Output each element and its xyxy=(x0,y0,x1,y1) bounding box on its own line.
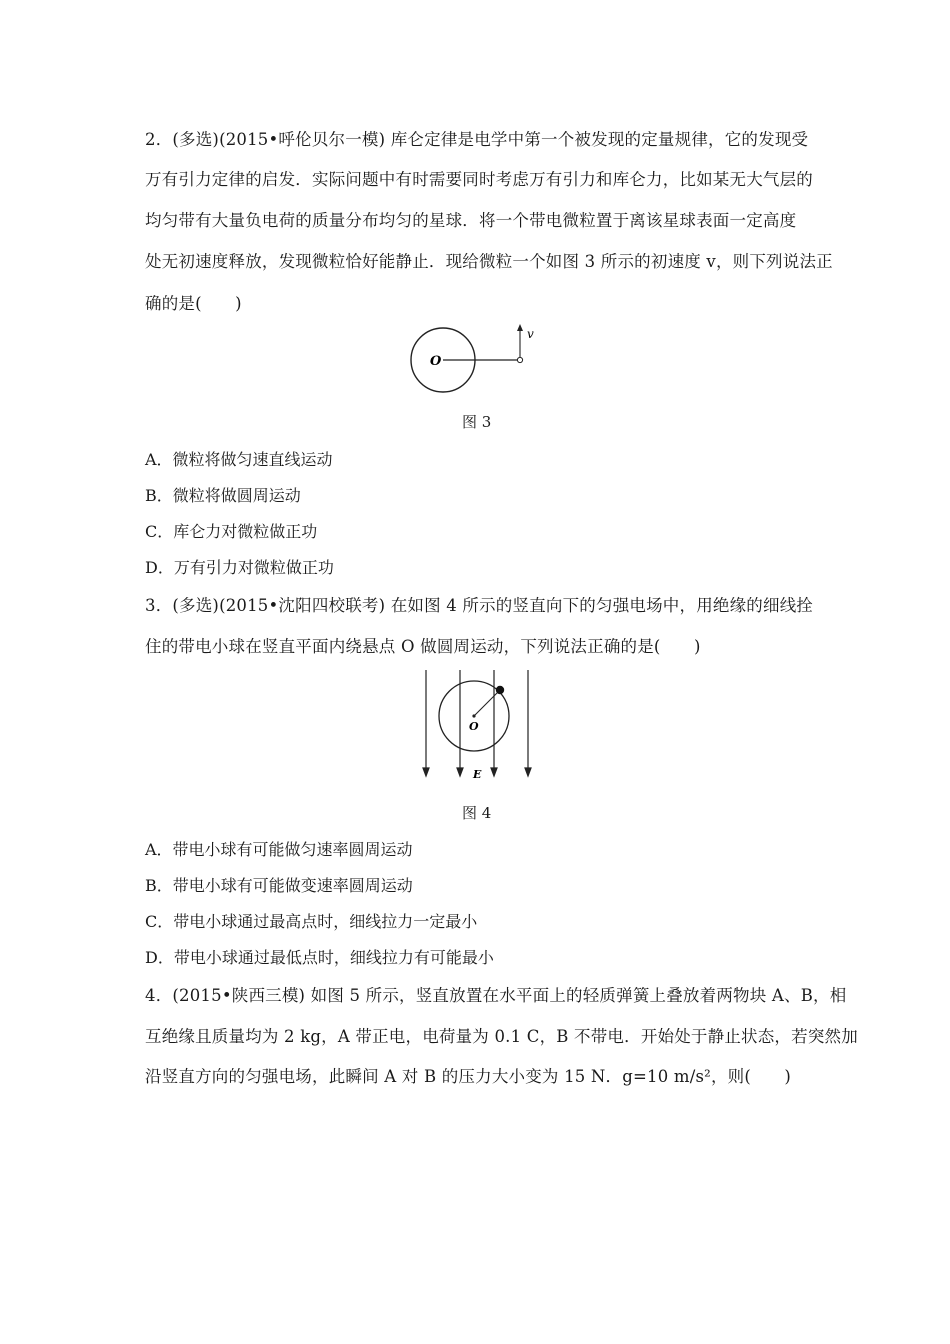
figure-3-diagram xyxy=(400,318,550,398)
q2-stem-line-3: 均匀带有大量负电荷的质量分布均匀的星球．将一个带电微粒置于离该星球表面一定高度 xyxy=(145,211,797,230)
field-line-2-arrowhead xyxy=(457,768,463,776)
pivot-point xyxy=(472,714,475,717)
q2-stem-line-2: 万有引力定律的启发．实际问题中有时需要同时考虑万有引力和库仑力，比如某无大气层的 xyxy=(145,170,813,189)
particle-dot xyxy=(517,357,522,362)
field-line-1-arrowhead xyxy=(423,768,429,776)
q3-option-c: C．带电小球通过最高点时，细线拉力一定最小 xyxy=(145,912,478,931)
q3-option-b: B．带电小球有可能做变速率圆周运动 xyxy=(145,876,413,895)
velocity-arrowhead xyxy=(517,324,523,331)
q3-option-a: A．带电小球有可能做匀速率圆周运动 xyxy=(145,840,413,859)
charged-ball xyxy=(496,686,504,694)
q4-stem-line-2: 互绝缘且质量均为 2 kg，A 带正电，电荷量为 0.1 C，B 不带电．开始处于静止状态，若突然加 xyxy=(145,1027,858,1046)
q2-option-a: A．微粒将做匀速直线运动 xyxy=(145,450,333,469)
q4-stem-line-3: 沿竖直方向的匀强电场，此瞬间 A 对 B 的压力大小变为 15 N．g=10 m/s²，则( ) xyxy=(145,1067,792,1086)
q2-option-d: D．万有引力对微粒做正功 xyxy=(145,558,334,577)
q2-stem-line-4: 处无初速度释放，发现微粒恰好能静止．现给微粒一个如图 3 所示的初速度 v，则下列说法正 xyxy=(145,252,833,271)
field-line-3-arrowhead xyxy=(491,768,497,776)
field-line-4-arrowhead xyxy=(525,768,531,776)
q2-option-c: C．库仑力对微粒做正功 xyxy=(145,522,318,541)
q4-stem-line-1: 4．(2015•陕西三模) 如图 5 所示，竖直放置在水平面上的轻质弹簧上叠放着两物块 A、B，相 xyxy=(145,986,847,1005)
figure-4-caption: 图 4 xyxy=(462,804,492,822)
figure-3-center-label: O xyxy=(430,354,442,369)
figure-4-field-label: E xyxy=(473,768,482,781)
q3-stem-line-2: 住的带电小球在竖直平面内绕悬点 O 做圆周运动，下列说法正确的是( ) xyxy=(145,637,701,656)
q2-stem-line-1: 2．(多选)(2015•呼伦贝尔一模) 库仑定律是电学中第一个被发现的定量规律，它的发现受 xyxy=(145,130,809,149)
string-line xyxy=(474,691,499,716)
q3-option-d: D．带电小球通过最低点时，细线拉力有可能最小 xyxy=(145,948,494,967)
q3-stem-line-1: 3．(多选)(2015•沈阳四校联考) 在如图 4 所示的竖直向下的匀强电场中，用绝缘的细线拴 xyxy=(145,596,814,615)
q2-option-b: B．微粒将做圆周运动 xyxy=(145,486,301,505)
q2-stem-line-5: 确的是( ) xyxy=(145,294,242,313)
figure-3-velocity-label: v xyxy=(527,327,534,341)
figure-3-caption: 图 3 xyxy=(462,413,492,431)
figure-4-diagram xyxy=(415,666,540,786)
figure-4-center-label: O xyxy=(469,720,479,733)
